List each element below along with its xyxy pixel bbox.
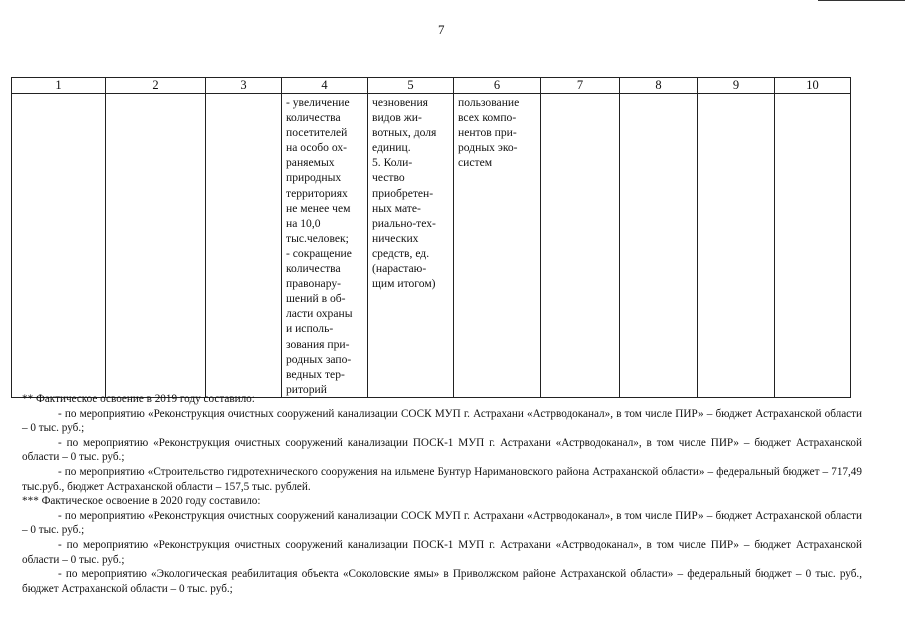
footnote-2019-item: - по мероприятию «Строительство гидротехнического сооружения на ильмене Бунтур Наримановского района Астраханской области» – федеральный бюджет – 717,49 тыс.руб., бюджет Астраханской области – 157,5 тыс. рублей. xyxy=(22,465,862,493)
footnote-2020-item: - по мероприятию «Реконструкция очистных сооружений канализации ПОСК-1 МУП г. Астрахани «Астрводоканал», в том числе ПИР» – бюджет Астраханской области – 0 тыс. руб.; xyxy=(22,538,862,566)
table-row xyxy=(12,94,851,398)
footnotes xyxy=(22,392,862,596)
header-row xyxy=(12,78,851,94)
footnote-2019-item: - по мероприятию «Реконструкция очистных сооружений канализации СОСК МУП г. Астрахани «Астрводоканал», в том числе ПИР» – бюджет Астраханской области – 0 тыс. руб.; xyxy=(22,407,862,435)
header-cell-8: 8 xyxy=(620,78,698,94)
header-cell-5: 5 xyxy=(368,78,454,94)
program-table xyxy=(11,77,851,398)
cell-col-9 xyxy=(698,94,775,398)
cell-col-10 xyxy=(775,94,851,398)
footnote-2020-item: - по мероприятию «Экологическая реабилитация объекта «Соколовские ямы» в Приволжском районе Астраханской области» – федеральный бюджет – 0 тыс. руб., бюджет Астраханской области – 0 тыс. руб.; xyxy=(22,568,862,595)
cell-col-1 xyxy=(12,94,106,398)
header-cell-4: 4 xyxy=(282,78,368,94)
cell-col-4 xyxy=(282,94,368,398)
header-cell-2: 2 xyxy=(106,78,206,94)
header-cell-1: 1 xyxy=(12,78,106,94)
cell-col-2 xyxy=(106,94,206,398)
footnote-2020-item: - по мероприятию «Реконструкция очистных сооружений канализации СОСК МУП г. Астрахани «Астрводоканал», в том числе ПИР» – бюджет Астраханской области – 0 тыс. руб.; xyxy=(22,509,862,537)
corner-rule xyxy=(818,0,905,1)
ecosystem-use-text: пользование всех компо- нентов при- родных эко- систем xyxy=(458,96,520,170)
cell-col-3 xyxy=(206,94,282,398)
header-cell-9: 9 xyxy=(698,78,775,94)
footnote-2019-title: ** Фактическое освоение в 2019 году составило: xyxy=(22,393,255,405)
cell-col-5 xyxy=(368,94,454,398)
cell-col-6 xyxy=(454,94,541,398)
cell-col-8 xyxy=(620,94,698,398)
header-cell-7: 7 xyxy=(541,78,620,94)
header-cell-3: 3 xyxy=(206,78,282,94)
target-indicators-text: чезновения видов жи- вотных, доля единиц. 5. Коли- чество приобретен- ных мате- риально-тех- нических средств, ед. (нарастаю- щим итогом) xyxy=(372,96,437,291)
footnote-2020-title: *** Фактическое освоение в 2020 году составило: xyxy=(22,495,261,508)
header-cell-6: 6 xyxy=(454,78,541,94)
page-number: 7 xyxy=(438,22,445,37)
header-cell-10: 10 xyxy=(775,78,851,94)
result-indicators-text: - увеличение количества посетителей на особо ох- раняемых природных территориях не менее чем на 10,0 тыс.человек; - сокращение количества правонару- шений в об- ласти охраны и исполь- зования при- родных запо- ведных тер- риторий xyxy=(286,96,353,396)
cell-col-7 xyxy=(541,94,620,398)
footnote-2019-item: - по мероприятию «Реконструкция очистных сооружений канализации ПОСК-1 МУП г. Астрахани «Астрводоканал», в том числе ПИР» – бюджет Астраханской области – 0 тыс. руб.; xyxy=(22,436,862,464)
